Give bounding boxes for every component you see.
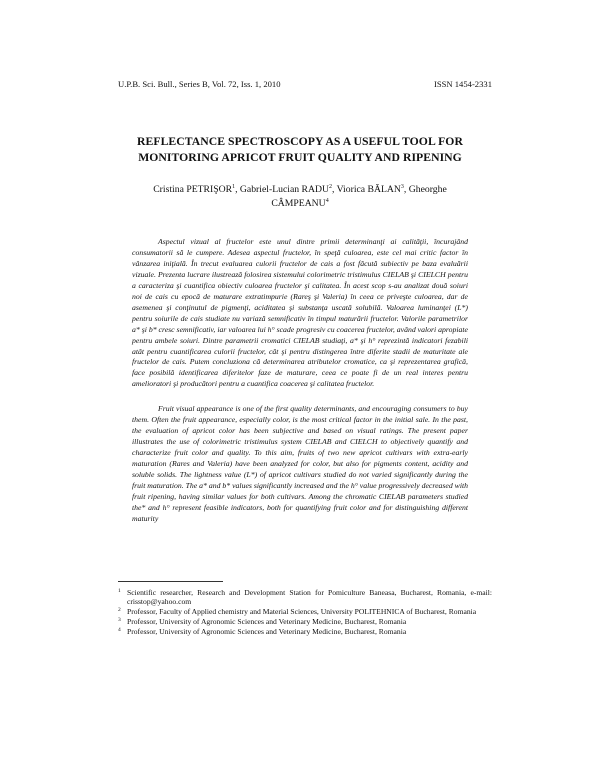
journal-citation: U.P.B. Sci. Bull., Series B, Vol. 72, Iss. 1, 2010 [118, 79, 281, 89]
author: Cristina PETRIŞOR$^1$, [153, 183, 240, 195]
affiliation-mark: 2 [328, 183, 332, 190]
footnote-item [118, 588, 492, 607]
title-line-2: MONITORING APRICOT FRUIT QUALITY AND RIPENING [138, 150, 462, 164]
footnote-item [118, 627, 492, 636]
paper-title [100, 134, 500, 165]
footnote-divider [118, 581, 223, 582]
affiliation-mark: 1 [232, 183, 236, 190]
footnote-mark: 1 [118, 588, 121, 594]
footnote-item [118, 607, 492, 616]
title-line-1: REFLECTANCE SPECTROSCOPY AS A USEFUL TOOL FOR [137, 135, 463, 148]
footnote-mark: 4 [118, 627, 121, 634]
author: Gabriel-Lucian RADU$^2$, [239, 183, 337, 195]
footnote-text: Scientific researcher, Research and Development Station for Pomiculture Baneasa, Bucharest, Romania, e-mail: crisstop@yahoo.com [127, 588, 492, 607]
running-header [118, 79, 492, 89]
issn: ISSN 1454-2331 [433, 79, 492, 89]
abstract-english: Fruit visual appearance is one of the first quality determinants, and encouraging consumers to buy them. Often the fruit appearance, especially color, is the most critical factor in the initial sale. In the past, the evaluation of apricot color has been subjective and based on visual ratings. The present paper illustrates the use of colorimetric tristimulus system CIELAB and CIELCH to objectively quantify and characterize fruit color and quality. To this aim, fruits of two new apricot cultivars with extra-early maturation (Rares and Valeria) have been analyzed for color, but also for pigments content, acidity and soluble solids. The lightness value (L*) of apricot cultivars studied do not varied significantly during the fruit maturation. The a* and b* values significantly increased and the h° value progressively decreased with fruit ripening, having similar values for both cultivars. Among the chromatic CIELAB parameters studied the* and h° represent feasible indicators, both for quantifying fruit color and for distinguishing different maturity [132, 404, 468, 523]
footnote-mark: 2 [118, 607, 121, 614]
footnote-mark: 3 [118, 617, 121, 624]
footnotes [118, 588, 492, 637]
author-list [150, 183, 450, 211]
affiliation-mark: 4 [325, 197, 329, 204]
footnote-text: Professor, University of Agronomic Sciences and Veterinary Medicine, Bucharest, Romania [127, 617, 407, 627]
affiliation-mark: 3 [400, 183, 404, 190]
author: Viorica BĂLAN$^3$, [336, 183, 409, 195]
footnote-text: Professor, University of Agronomic Sciences and Veterinary Medicine, Bucharest, Romania [127, 627, 407, 637]
footnote-item [118, 617, 492, 626]
abstract-romanian: Aspectul vizual al fructelor este unul dintre primii determinanţi ai calităţii, încurajând consumatorii să le cumpere. Adesea aspectul fructelor, în speţă culoarea, este cel mai critic factor în vânzarea iniţială. În trecut evaluarea culorii fructelor de cais a fost făcută subiectiv pe baza evaluării vizuale. Prezenta lucrare ilustrează folosirea sistemului colorimetric tristimulus CIELAB şi CIELCH pentru a caracteriza şi cuantifica obiectiv culoarea fructelor şi calitatea. În acest scop s-au analizat două soiuri noi de cais cu epocă de maturare extratimpurie (Rareş şi Valeria) în ceea ce priveşte culoarea, dar de asemenea şi conţinutul de pigmenţi, aciditatea şi substanţa uscată solubilă. Valoarea luminanţei (L*) pentru soiurile de cais studiate nu variază semnificativ în timpul maturării fructelor. Valorile parametrilor a* şi b* cresc semnificativ, iar valoarea lui h° scade progresiv cu coacerea fructelor, având valori apropiate pentru ambele soiuri. Dintre parametrii cromatici CIELAB studiaţi, a* şi h° reprezintă indicatori fezabili atât pentru cuantificarea culorii fructelor, cât şi pentru distingerea între diferite stadii de maturitate ale fructelor de cais. Putem concluziona că determinarea atributelor cromatice, ca şi reprezentarea grafică, face posibilă identificarea diferitelor faze de maturare, ceea ce poate fi de un real interes pentru amelioratori şi producători pentru a cuantifica coacerea şi calitatea fructelor. [132, 237, 468, 389]
author: Gheorghe CÂMPEANU$^4$ [271, 184, 447, 209]
footnote-text: Professor, Faculty of Applied chemistry and Material Sciences, University POLITEHNICA of Bucharest, Romania [127, 607, 477, 617]
